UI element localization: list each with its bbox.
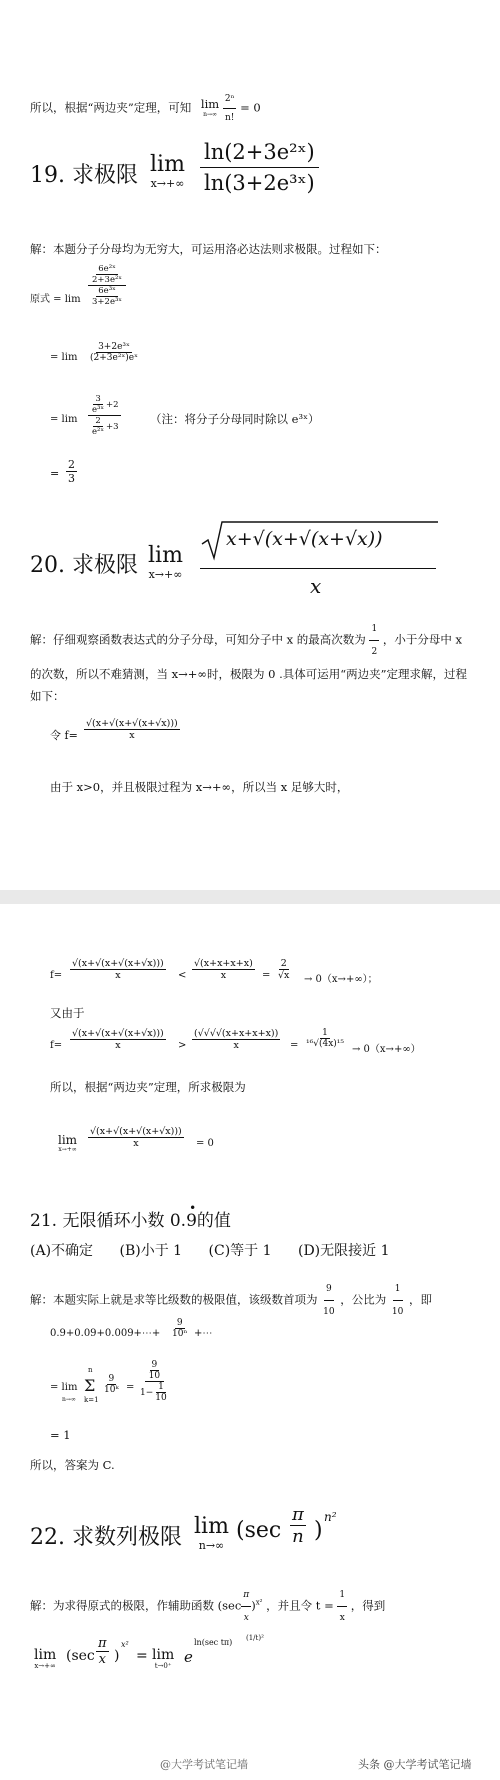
fraction-denominator: x xyxy=(233,1040,239,1051)
p20-radicand: x+√(x+√(x+√x)) xyxy=(226,528,383,550)
inner-fraction xyxy=(90,286,124,307)
fraction-denominator: n! xyxy=(224,113,235,123)
fraction-numerator: 2 xyxy=(68,458,75,471)
fraction-numerator: (√√√√(x+x+x+x)) xyxy=(194,1028,279,1039)
p20-solution-a: 解：仔细观察函数表达式的分子分母，可知分子中 x 的最高次数为 xyxy=(30,632,366,647)
aux-pi-over-x xyxy=(241,1584,251,1629)
equals: = xyxy=(136,1648,148,1664)
euler-e: e xyxy=(184,1648,193,1666)
p20-solution xyxy=(0,618,500,707)
fraction-denominator: x xyxy=(115,970,121,981)
p19-step2-prefix: = lim xyxy=(50,352,78,363)
fraction-denominator: 10 xyxy=(391,1307,404,1317)
ineq2-tail: → 0（x→+∞） xyxy=(352,1044,421,1055)
fraction-numerator: √(x+√(x+√(x+√x))) xyxy=(86,718,178,729)
fraction-numerator: 1 xyxy=(158,1382,164,1392)
fraction-denominator: x xyxy=(98,1652,106,1667)
fraction-numerator: 2 xyxy=(280,958,287,969)
p20-let xyxy=(0,718,500,758)
p20-heading xyxy=(0,518,500,608)
p20-since xyxy=(0,778,500,796)
therefore-text: 所以，根据“两边夹”定理，所求极限为 xyxy=(50,1080,246,1094)
upper-bound-fraction xyxy=(192,958,255,981)
ineq1-tail: → 0（x→+∞）； xyxy=(304,974,378,985)
fraction-denominator: 10ⁿ xyxy=(172,1329,188,1339)
document-page-2 xyxy=(0,904,500,1780)
sum-lower-limit: k=1 xyxy=(84,1396,99,1404)
fraction-denominator: x xyxy=(129,730,135,741)
p19-main-fraction xyxy=(200,140,319,195)
inner-fraction xyxy=(147,1360,162,1381)
fraction-numerator: 1 xyxy=(393,1278,403,1301)
option-c: (C)等于 1 xyxy=(208,1243,272,1259)
p19-step4-prefix: = xyxy=(50,467,60,480)
pi-over-x xyxy=(96,1636,109,1667)
p19-heading xyxy=(0,140,500,210)
lim-subscript: x→+∞ xyxy=(148,568,183,581)
option-b: (B)小于 1 xyxy=(119,1243,183,1259)
series-tail: +⋯ xyxy=(194,1328,213,1339)
fraction-numerator: π xyxy=(241,1584,251,1607)
lim-subscript: x→+∞ xyxy=(58,1146,77,1153)
p21-solution-a: 解：本题实际上就是求等比级数的极限值，该级数首项为 xyxy=(30,1292,318,1307)
first-term-fraction xyxy=(321,1278,336,1323)
lim-label: lim xyxy=(152,1647,175,1663)
equals: = xyxy=(126,1382,135,1393)
equals-one: = 1 xyxy=(50,1428,71,1442)
one-minus: 1− xyxy=(140,1388,154,1398)
lim-label: lim xyxy=(150,152,185,177)
aux-close: ) xyxy=(251,1598,256,1613)
fraction-denominator: e³ˣ xyxy=(92,405,105,415)
paren-close: ) xyxy=(314,1518,323,1543)
inner-fraction xyxy=(90,416,106,437)
inner-fraction xyxy=(153,1382,168,1403)
fraction-numerator: 2 xyxy=(95,416,101,426)
fraction-numerator: π xyxy=(98,1636,107,1651)
lim-subscript: x→+∞ xyxy=(34,1662,56,1670)
fraction-numerator: 9 xyxy=(176,1318,183,1328)
half-fraction xyxy=(369,618,379,663)
watermark-right: 头条 @大学考试笔记墙 xyxy=(358,1758,472,1771)
p19-result-fraction xyxy=(66,458,77,485)
bigfrac-denominator xyxy=(88,416,121,437)
p18-equals-zero: = 0 xyxy=(240,100,261,115)
greater-than: > xyxy=(178,1040,187,1051)
fraction-denominator: x xyxy=(115,1040,121,1051)
fraction-numerator: 1 xyxy=(337,1584,347,1607)
p20-lim xyxy=(148,545,183,580)
p22-heading xyxy=(0,1504,500,1564)
series-text: 0.9+0.09+0.009+⋯+ xyxy=(50,1328,161,1339)
term-fraction xyxy=(102,1374,121,1395)
p19-step4 xyxy=(0,458,500,492)
fraction-denominator: 3 xyxy=(68,472,75,485)
fraction-denominator: (2+3e²ˣ)eˣ xyxy=(90,353,138,363)
p22-solution-a: 解：为求得原式的极限，作辅助函数 xyxy=(30,1598,214,1613)
fraction-denominator: ln(3+2e³ˣ) xyxy=(204,171,315,195)
t-equals: t = xyxy=(315,1598,334,1613)
option-a: (A)不确定 xyxy=(30,1243,94,1259)
equals: = xyxy=(262,970,271,981)
exponent-ln: ln(sec tπ) xyxy=(194,1638,233,1647)
p20-since-text: 由于 x>0，并且极限过程为 x→+∞，所以当 x 足够大时， xyxy=(50,780,349,794)
one-over-root-fraction xyxy=(304,1028,346,1049)
fraction-numerator: ln(2+3e²ˣ) xyxy=(200,140,319,168)
p20-final-fraction xyxy=(88,1126,184,1149)
p21-solution-b: ，公比为 xyxy=(340,1292,387,1307)
equals: = xyxy=(290,1040,299,1051)
p22-lim xyxy=(194,1516,229,1551)
p19-solution-intro: 解：本题分子分母均为无穷大，可运用洛必达法则求极限。过程如下： xyxy=(30,242,387,256)
geometric-sum-fraction xyxy=(138,1360,171,1403)
p20-solution-b: ，小于分母中 x 的次数，所以不难猜测，当 x→+∞时，极限为 0 .具体可运用“两边夹”定理求解，过程如下： xyxy=(30,632,468,703)
fraction-numerator: 1 xyxy=(369,618,379,641)
fraction-numerator: √(x+x+x+x) xyxy=(194,958,253,969)
watermark-left: @大学考试笔记墙 xyxy=(160,1758,248,1771)
p21-answer: 所以，答案为 C. xyxy=(30,1458,115,1472)
aux-sec: (sec xyxy=(217,1598,242,1613)
repeating-digit xyxy=(186,1201,197,1231)
fraction-denominator: 2+3e²ˣ xyxy=(92,275,122,285)
f-fraction xyxy=(70,958,166,981)
p21-solution xyxy=(0,1278,500,1323)
lim-label: lim xyxy=(194,1514,229,1539)
plus-term: +2 xyxy=(106,400,119,410)
p20-let-fraction xyxy=(84,718,180,741)
fraction-denominator: ¹⁶√(4x)¹⁵ xyxy=(306,1039,344,1049)
p21-result xyxy=(0,1426,500,1444)
fraction-denominator: x xyxy=(243,1613,249,1623)
bottom-lim xyxy=(34,1648,56,1670)
f-label: f= xyxy=(50,970,63,981)
p22-solution xyxy=(0,1584,500,1629)
aux-exponent: x² xyxy=(255,1598,263,1607)
p22-title: 22. 求数列极限 xyxy=(30,1525,182,1550)
p22-solution-c: ，得到 xyxy=(350,1598,386,1613)
f-fraction xyxy=(70,1028,166,1051)
fraction-denominator: x xyxy=(133,1138,139,1149)
fraction-numerator: 3 xyxy=(95,394,101,404)
pi-over-n xyxy=(290,1504,306,1547)
p18-fraction xyxy=(223,90,237,127)
option-d: (D)无限接近 1 xyxy=(297,1243,390,1259)
lim-subscript: t→0⁺ xyxy=(154,1662,172,1670)
p21-title xyxy=(0,1201,500,1231)
lim-prefix: = lim xyxy=(50,1382,78,1393)
bigfrac-numerator xyxy=(145,1360,164,1382)
lower-bound-fraction xyxy=(192,1028,280,1051)
fraction-denominator: x xyxy=(220,970,227,981)
p20-also xyxy=(0,1004,500,1022)
p19-step2 xyxy=(0,340,500,378)
fraction-denominator: 10ᵏ xyxy=(104,1385,119,1395)
fraction-numerator: 6e³ˣ xyxy=(98,286,116,296)
lim-label: lim xyxy=(200,97,220,112)
page-break xyxy=(0,890,500,904)
fraction-numerator: 9 xyxy=(108,1374,115,1384)
lim-subscript: n→∞ xyxy=(198,1539,225,1552)
p20-final xyxy=(0,1126,500,1170)
fraction-numerator: 3+2e³ˣ xyxy=(98,342,130,352)
repeat-dot: • xyxy=(189,1201,197,1215)
inner-fraction xyxy=(90,394,106,415)
p19-step1 xyxy=(0,262,500,334)
p21-series xyxy=(0,1318,500,1352)
fraction-numerator: 2ⁿ xyxy=(223,90,237,109)
exponent: n² xyxy=(324,1510,337,1524)
bottom-lim-t xyxy=(152,1648,174,1670)
p21-equation xyxy=(0,1360,500,1420)
also-text: 又由于 xyxy=(50,1006,85,1020)
lim-subscript: x→+∞ xyxy=(150,177,185,190)
p22-equation xyxy=(0,1634,500,1694)
sigma-symbol: Σ xyxy=(84,1376,96,1395)
p21-solution-c: ，即 xyxy=(409,1292,433,1307)
t-fraction xyxy=(337,1584,347,1629)
p19-step1-bigfrac xyxy=(88,264,126,307)
p19-step2-fraction xyxy=(88,342,140,363)
bigfrac-denominator xyxy=(138,1382,171,1403)
bigfrac-numerator xyxy=(88,264,126,286)
fraction-denominator: 10 xyxy=(148,1371,161,1381)
p20-inequality-1 xyxy=(0,958,500,1000)
fraction-numerator: 9 xyxy=(151,1360,158,1370)
bigfrac-numerator xyxy=(88,394,121,416)
p20-inequality-2 xyxy=(0,1028,500,1072)
p20-denominator: x xyxy=(310,574,322,598)
fraction-numerator: π xyxy=(292,1504,304,1525)
p18-conclusion xyxy=(0,90,500,127)
fraction-denominator: 10 xyxy=(323,1307,335,1317)
fraction-numerator: √(x+√(x+√(x+√x))) xyxy=(72,1028,164,1039)
p19-lim xyxy=(150,154,185,189)
p21-options xyxy=(0,1240,500,1260)
p19-step3 xyxy=(0,392,500,452)
fraction-denominator: 3+2e³ˣ xyxy=(92,297,122,307)
p20-let-label: 令 f= xyxy=(50,729,78,742)
fraction-denominator: 10 xyxy=(155,1393,167,1403)
fraction-bar xyxy=(200,568,436,569)
sum-upper-limit: n xyxy=(88,1366,93,1374)
f-label: f= xyxy=(50,1040,63,1051)
exponent-power: (1/t)² xyxy=(246,1634,264,1642)
fraction-denominator: x xyxy=(339,1613,345,1623)
less-than: < xyxy=(178,970,187,981)
two-over-root-x xyxy=(276,958,291,981)
p19-step3-bigfrac xyxy=(88,394,121,437)
fraction-denominator: e²ˣ xyxy=(92,427,105,437)
fraction-denominator: √x xyxy=(278,970,290,981)
equals-zero: = 0 xyxy=(196,1138,214,1149)
plus-term: +3 xyxy=(106,422,119,432)
fraction-numerator: √(x+√(x+√(x+√x))) xyxy=(90,1126,182,1137)
p21-title-a: 21. 无限循环小数 0. xyxy=(30,1211,187,1231)
p20-main-fraction xyxy=(200,518,440,608)
p18-lim xyxy=(201,99,219,118)
sec-open: (sec xyxy=(66,1648,95,1664)
series-term-fraction xyxy=(170,1318,189,1339)
p20-final-lim xyxy=(58,1134,77,1153)
fraction-numerator: 6e²ˣ xyxy=(98,264,116,274)
lim-label: lim xyxy=(34,1647,57,1663)
fraction-numerator: 9 xyxy=(324,1278,334,1301)
p19-step1-label: 原式 = lim xyxy=(30,294,81,305)
p19-step3-note: （注：将分子分母同时除以 e³ˣ） xyxy=(150,412,320,426)
fraction-denominator: 2 xyxy=(371,647,378,657)
p21-title-b: 的值 xyxy=(196,1211,231,1231)
p19-step3-prefix: = lim xyxy=(50,414,78,425)
p22-solution-b: ，并且令 xyxy=(266,1598,313,1613)
ratio-fraction xyxy=(390,1278,405,1323)
bigfrac-denominator xyxy=(88,286,126,307)
p20-therefore xyxy=(0,1078,500,1096)
p19-title: 19. 求极限 xyxy=(30,163,138,188)
p18-conclusion-text: 所以，根据“两边夹”定理，可知 xyxy=(30,100,192,115)
sec-open: (sec xyxy=(236,1518,282,1543)
p20-title: 20. 求极限 xyxy=(30,553,138,578)
fraction-numerator: 1 xyxy=(322,1028,328,1038)
paren-close: ) xyxy=(114,1648,120,1664)
exponent: x² xyxy=(121,1640,129,1649)
fraction-denominator: n xyxy=(292,1526,304,1547)
lim-subscript: n→∞ xyxy=(62,1396,76,1403)
fraction-numerator: √(x+√(x+√(x+√x))) xyxy=(72,958,164,969)
digit: 9 xyxy=(186,1211,197,1231)
inner-fraction xyxy=(90,264,124,285)
lim-label: lim xyxy=(148,543,183,568)
lim-subscript: n→∞ xyxy=(203,110,217,118)
lim-label: lim xyxy=(58,1133,78,1147)
